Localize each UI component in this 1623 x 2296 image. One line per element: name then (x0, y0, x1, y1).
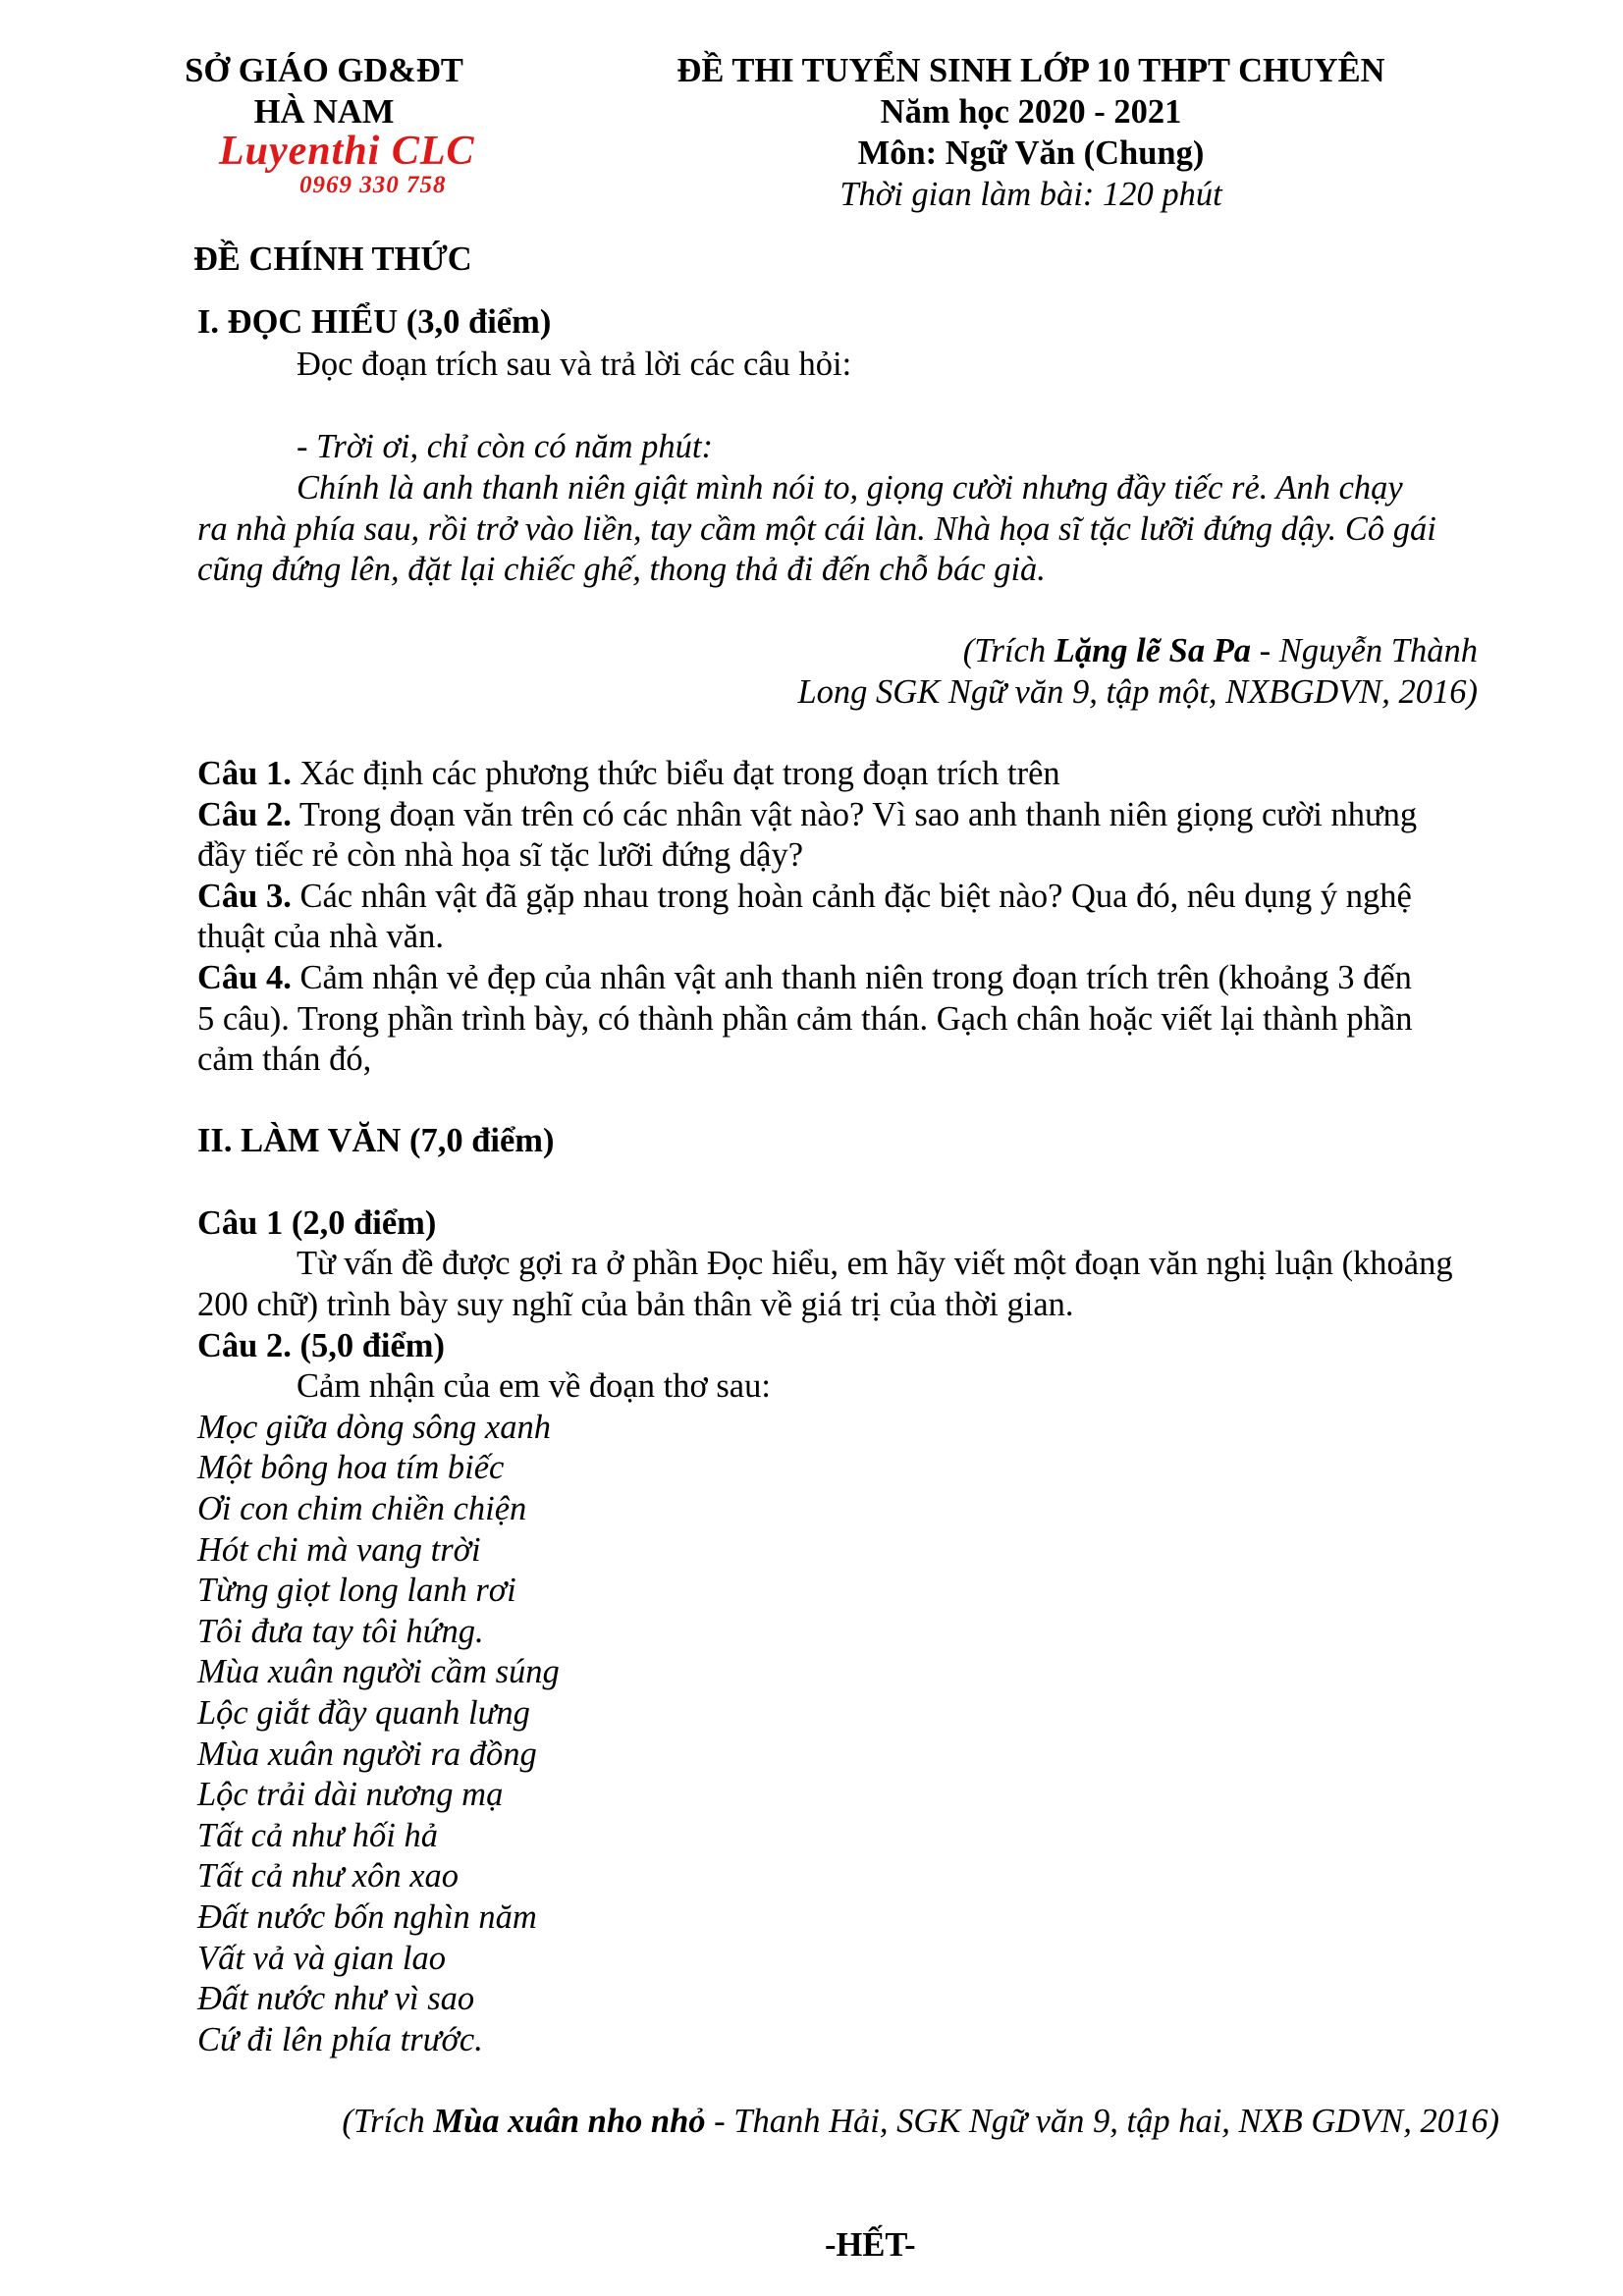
passage-line: - Trời ơi, chỉ còn có năm phút: (297, 428, 713, 465)
poem-line: Tất cả như xôn xao (197, 1857, 460, 1895)
question-2-cont: đầy tiếc rẻ còn nhà họa sĩ tặc lưỡi đứng dậy? (197, 836, 804, 874)
poem-line: Vất vả và gian lao (197, 1940, 446, 1977)
official-label: ĐỀ CHÍNH THỨC (193, 240, 472, 278)
subject: Môn: Ngữ Văn (Chung) (857, 134, 1205, 172)
poem-line: Tôi đưa tay tôi hứng. (197, 1613, 484, 1650)
passage-line: Chính là anh thanh niên giật mình nói to, giọng cười nhưng đầy tiếc rẻ. Anh chạy (297, 469, 1403, 507)
writing-question-1-text: Từ vấn đề được gợi ra ở phần Đọc hiểu, em hãy viết một đoạn văn nghị luận (khoảng (297, 1245, 1453, 1282)
question-2: Câu 2. Trong đoạn văn trên có các nhân vật nào? Vì sao anh thanh niên giọng cười nhưng (197, 796, 1418, 833)
writing-question-2-label: Câu 2. (5,0 điểm) (197, 1327, 446, 1364)
school-year: Năm học 2020 - 2021 (880, 93, 1182, 131)
logo-phone: 0969 330 758 (299, 172, 447, 198)
poem-line: Lộc giắt đầy quanh lưng (197, 1694, 530, 1732)
duration: Thời gian làm bài: 120 phút (839, 176, 1222, 213)
end-marker: -HẾT- (825, 2226, 916, 2264)
poem-line: Mùa xuân người ra đồng (197, 1735, 537, 1773)
poem-line: Ơi con chim chiền chiện (197, 1490, 527, 1527)
writing-question-1-label: Câu 1 (2,0 điểm) (197, 1204, 437, 1242)
poem-line: Đất nước bốn nghìn năm (197, 1898, 537, 1936)
question-4-cont: cảm thán đó, (197, 1041, 372, 1078)
poem-line: Lộc trải dài nương mạ (197, 1776, 504, 1813)
passage-source: (Trích Lặng lẽ Sa Pa - Nguyễn Thành (962, 632, 1478, 669)
poem-line: Từng giọt long lanh rơi (197, 1572, 516, 1609)
section-heading-writing: II. LÀM VĂN (7,0 điểm) (197, 1122, 555, 1159)
passage-line: cũng đứng lên, đặt lại chiếc ghế, thong thả đi đến chỗ bác già. (197, 551, 1046, 588)
poem-line: Hót chi mà vang trời (197, 1531, 481, 1569)
passage-source-line2: Long SGK Ngữ văn 9, tập một, NXBGDVN, 2016) (797, 673, 1478, 711)
source-work-title: Lặng lẽ Sa Pa (1054, 632, 1252, 669)
poem-line: Mùa xuân người cầm súng (197, 1653, 560, 1690)
question-4-cont: 5 câu). Trong phần trình bày, có thành phần cảm thán. Gạch chân hoặc viết lại thành phần (197, 1000, 1413, 1038)
writing-question-1-text: 200 chữ) trình bày suy nghĩ của bản thân về giá trị của thời gian. (197, 1286, 1074, 1323)
poem-line: Tất cả như hối hả (197, 1817, 438, 1854)
poem-line: Mọc giữa dòng sông xanh (197, 1409, 551, 1446)
poem-source: (Trích Mùa xuân nho nhỏ - Thanh Hải, SGK Ngữ văn 9, tập hai, NXB GDVN, 2016) (342, 2103, 1499, 2140)
question-3: Câu 3. Các nhân vật đã gặp nhau trong hoàn cảnh đặc biệt nào? Qua đó, nêu dụng ý nghệ (197, 878, 1412, 915)
exam-title: ĐỀ THI TUYỂN SINH LỚP 10 THPT CHUYÊN (676, 52, 1385, 89)
passage-line: ra nhà phía sau, rồi trở vào liền, tay cầm một cái làn. Nhà họa sĩ tặc lưỡi đứng dậy. Cô gái (197, 510, 1436, 548)
question-4: Câu 4. Cảm nhận vẻ đẹp của nhân vật anh thanh niên trong đoạn trích trên (khoảng 3 đến (197, 959, 1412, 996)
reading-instruction: Đọc đoạn trích sau và trả lời các câu hỏi: (297, 346, 852, 383)
logo-text: Luyenthi CLC (219, 129, 475, 174)
department-name: SỞ GIÁO GD&ĐT (185, 52, 463, 89)
question-1: Câu 1. Xác định các phương thức biểu đạt trong đoạn trích trên (197, 755, 1060, 792)
section-heading-reading: I. ĐỌC HIỂU (3,0 điểm) (197, 303, 552, 341)
watermark-logo (219, 131, 533, 199)
poem-line: Một bông hoa tím biếc (197, 1449, 505, 1486)
question-3-cont: thuật của nhà văn. (197, 918, 444, 955)
poem-source-work-title: Mùa xuân nho nhỏ (433, 2103, 706, 2140)
writing-question-2-instruction: Cảm nhận của em về đoạn thơ sau: (297, 1367, 771, 1405)
province-name: HÀ NAM (253, 93, 395, 131)
poem-line: Đất nước như vì sao (197, 1980, 475, 2017)
poem-line: Cứ đi lên phía trước. (197, 2021, 483, 2058)
